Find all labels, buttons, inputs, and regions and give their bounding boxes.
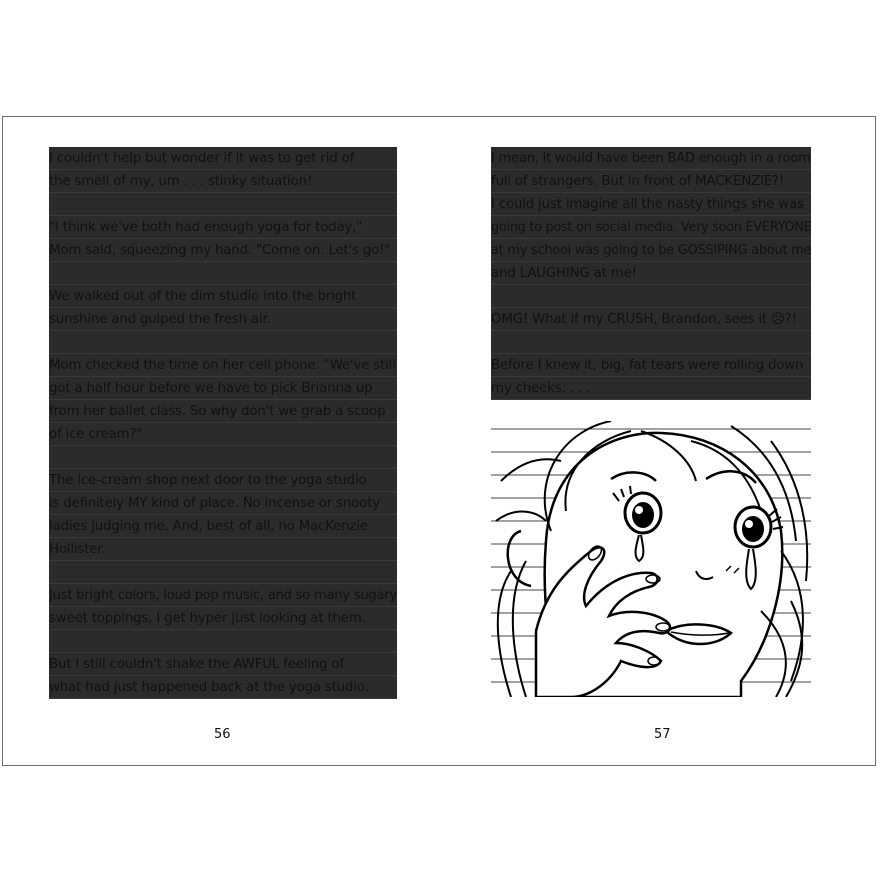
text-line-content: full of strangers. But in front of MACKENZIE?! [491, 174, 785, 189]
text-line [491, 262, 811, 285]
text-line-content: "I think we've both had enough yoga for today," [49, 220, 363, 235]
text-line-content: is definitely MY kind of place. No incense or snooty [49, 496, 380, 511]
book-spread [2, 116, 876, 766]
left-page [49, 117, 397, 765]
text-line-content: and LAUGHING at me! [491, 266, 637, 281]
text-line [49, 653, 397, 676]
text-line-content: I could just imagine all the nasty things she was [491, 197, 804, 212]
text-line-content: sweet toppings, I get hyper just looking at them. [49, 611, 366, 626]
text-line [49, 285, 397, 308]
text-line [49, 147, 397, 170]
text-line [49, 354, 397, 377]
text-line-content: the smell of my, um . . . stinky situation! [49, 174, 313, 189]
text-line [491, 216, 811, 239]
text-line-content: Mom checked the time on her cell phone. "We've still [49, 358, 396, 373]
text-line [49, 676, 397, 699]
text-line-content: The ice-cream shop next door to the yoga studio [49, 473, 367, 488]
text-line-content: Before I knew it, big, fat tears were rolling down [491, 358, 804, 373]
text-line [491, 147, 811, 170]
crying-girl-illustration [491, 421, 811, 697]
text-line [49, 170, 397, 193]
text-line-content: sunshine and gulped the fresh air. [49, 312, 271, 327]
text-line [49, 423, 397, 446]
text-line [49, 607, 397, 630]
left-page-text [49, 147, 397, 699]
text-line-content: I mean, it would have been BAD enough in a room [491, 151, 811, 166]
text-line [49, 193, 397, 216]
left-page-number: 56 [214, 727, 231, 742]
text-line-content: got a half hour before we have to pick Brianna up [49, 381, 373, 396]
text-line-content: I couldn't help but wonder if it was to get rid of [49, 151, 355, 166]
right-page-text [491, 147, 811, 400]
text-line [49, 630, 397, 653]
text-line [491, 285, 811, 308]
text-line [49, 492, 397, 515]
text-line-content: of ice cream?" [49, 427, 143, 442]
text-line [49, 561, 397, 584]
text-line [491, 331, 811, 354]
text-line-content: at my school was going to be GOSSIPING about me [491, 243, 811, 258]
text-line-content: But I still couldn't shake the AWFUL feeling of [49, 657, 344, 672]
text-line [491, 377, 811, 400]
text-line-content: my cheeks. . . . [491, 381, 590, 396]
text-line [49, 216, 397, 239]
text-line [491, 308, 811, 331]
text-line [49, 400, 397, 423]
text-line [49, 239, 397, 262]
text-line [49, 262, 397, 285]
text-line [49, 515, 397, 538]
text-line [491, 239, 811, 262]
text-line [491, 193, 811, 216]
right-page-number: 57 [654, 727, 671, 742]
text-line-content: going to post on social media. Very soon EVERYONE [491, 220, 811, 235]
text-line-content: Hollister. [49, 542, 106, 557]
text-line-content: ladies judging me. And, best of all, no MacKenzie [49, 519, 368, 534]
text-line-content: what had just happened back at the yoga studio. [49, 680, 369, 695]
text-line [49, 446, 397, 469]
text-line [49, 377, 397, 400]
text-line [49, 331, 397, 354]
text-line-content: from her ballet class. So why don't we grab a scoop [49, 404, 386, 419]
text-line [491, 170, 811, 193]
text-line-content: Mom said, squeezing my hand. "Come on. Let's go!" [49, 243, 391, 258]
text-line-content: We walked out of the dim studio into the bright [49, 289, 357, 304]
text-line-content: Just bright colors, loud pop music, and so many sugary [49, 588, 397, 603]
text-line [49, 584, 397, 607]
text-line [49, 469, 397, 492]
text-line [49, 308, 397, 331]
text-line [491, 354, 811, 377]
text-line-content: OMG! What if my CRUSH, Brandon, sees it ☹?! [491, 312, 797, 327]
right-page [491, 117, 811, 765]
text-line [49, 538, 397, 561]
